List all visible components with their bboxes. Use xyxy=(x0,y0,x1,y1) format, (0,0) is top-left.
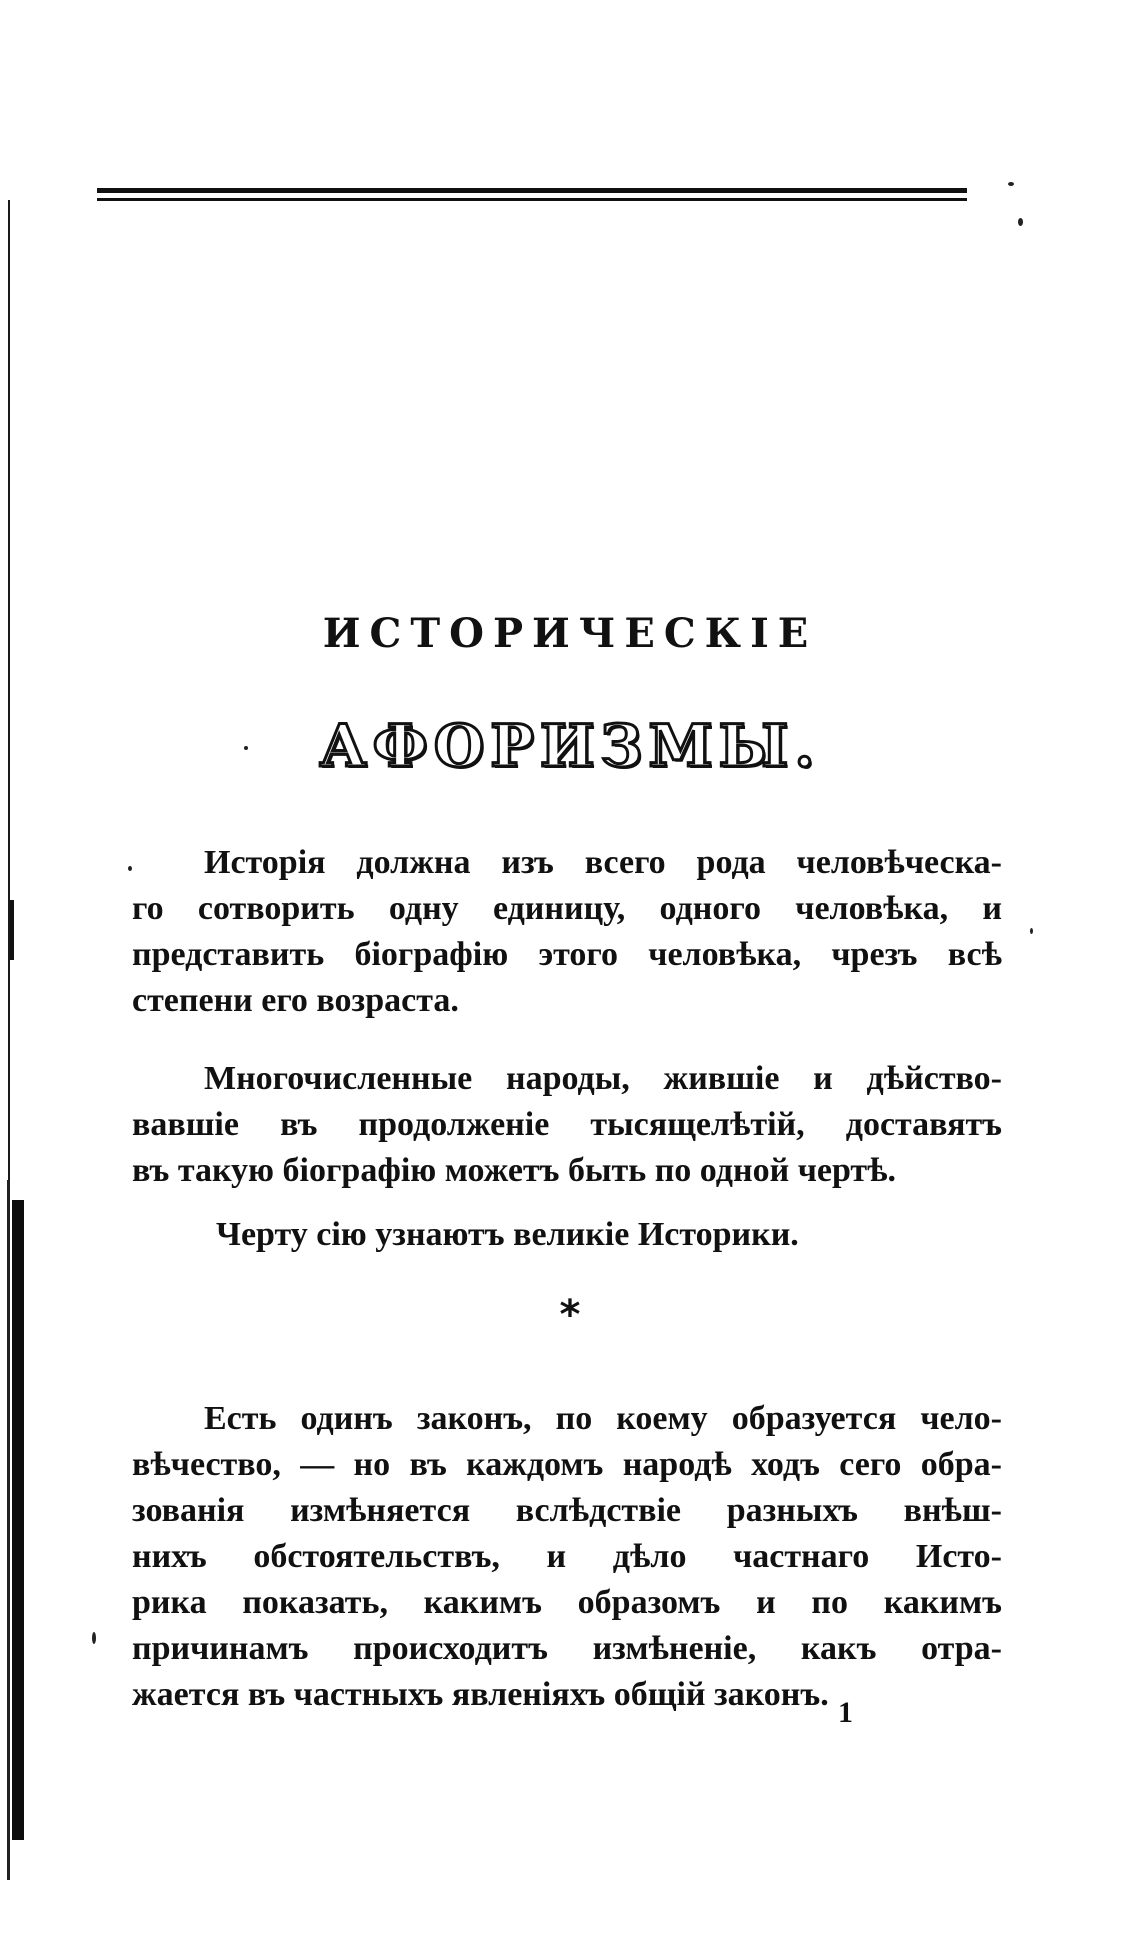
scan-speck xyxy=(1018,218,1023,226)
text-line: рика показать, какимъ образомъ и по какимъ xyxy=(132,1584,1002,1621)
scan-speck xyxy=(1030,928,1033,934)
section-separator: * xyxy=(559,1292,581,1338)
rule-thin xyxy=(97,198,967,201)
scan-speck xyxy=(92,1632,96,1644)
paragraph-1 xyxy=(132,840,1002,1024)
binding-line xyxy=(8,200,10,1200)
heading-line-1: ИСТОРИЧЕСКІЕ xyxy=(322,610,818,657)
scan-binding-edge xyxy=(0,0,56,1943)
heading-line-2: АФОРИЗМЫ. xyxy=(319,712,821,780)
paragraph-3 xyxy=(132,1212,1002,1258)
text-line: зованія измѣняется вслѣдствіе разныхъ внѣш- xyxy=(132,1492,1002,1529)
text-line: представить біографію этого человѣка, чрезъ всѣ xyxy=(132,936,1002,973)
text-line: Исторія должна изъ всего рода человѣческа- xyxy=(204,844,1002,881)
page-number: 1 xyxy=(838,1696,853,1729)
text-line: жается въ частныхъ явленіяхъ общій законъ. xyxy=(132,1676,829,1713)
text-line: нихъ обстоятельствъ, и дѣло частнаго Исто- xyxy=(132,1538,1002,1575)
text-line: Черту сію узнаютъ великіе Историки. xyxy=(216,1216,799,1253)
paragraph-4 xyxy=(132,1396,1002,1718)
binding-mark xyxy=(10,900,14,960)
text-line: вѣчество, — но въ каждомъ народѣ ходъ сего обра- xyxy=(132,1446,1002,1483)
paragraph-2 xyxy=(132,1056,1002,1194)
text-line: вавшіе въ продолженіе тысящелѣтій, доставятъ xyxy=(132,1106,1002,1143)
text-line: въ такую біографію можетъ быть по одной чертѣ. xyxy=(132,1152,897,1189)
text-line: Многочисленные народы, жившіе и дѣйство- xyxy=(204,1060,1002,1097)
scan-speck xyxy=(1008,182,1014,186)
text-line: причинамъ происходитъ измѣненіе, какъ отра- xyxy=(132,1630,1002,1667)
binding-line xyxy=(7,1180,10,1880)
text-line: го сотворить одну единицу, одного человѣка, и xyxy=(132,890,1002,927)
text-line: Есть одинъ законъ, по коему образуется чело- xyxy=(204,1400,1002,1437)
header-double-rule xyxy=(97,188,967,208)
text-line: степени его возраста. xyxy=(132,982,459,1019)
rule-thick xyxy=(97,188,967,193)
